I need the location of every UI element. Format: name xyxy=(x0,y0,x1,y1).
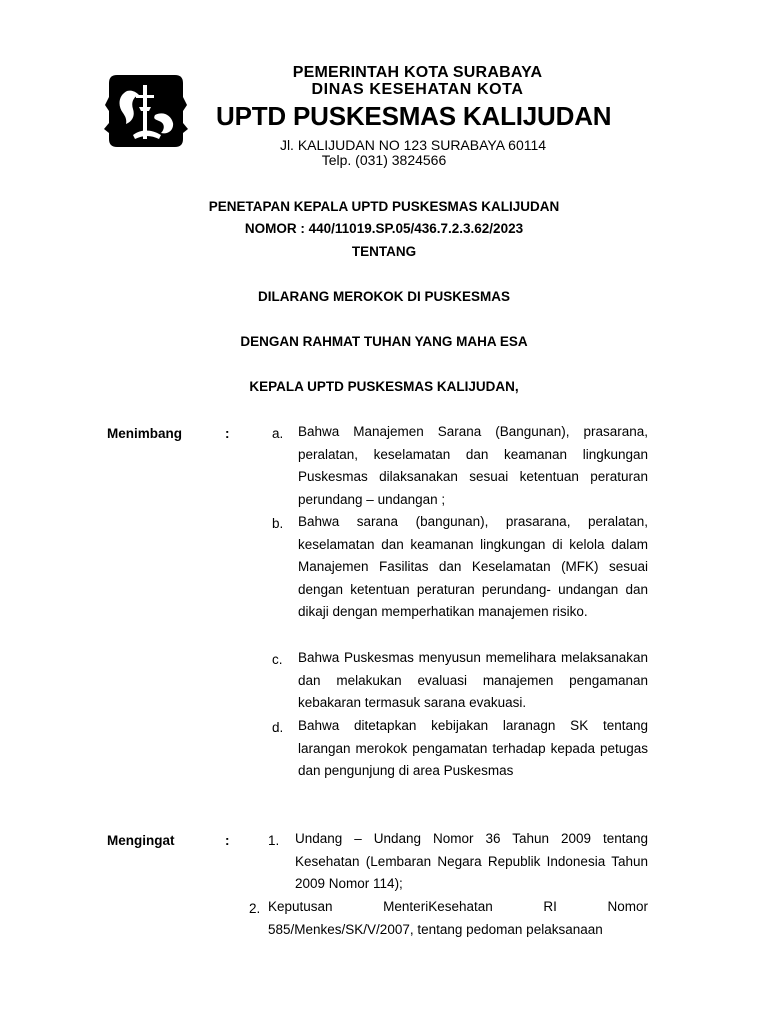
decree-blessing: DENGAN RAHMAT TUHAN YANG MAHA ESA xyxy=(240,334,528,349)
letterhead-address: Jl. KALIJUDAN NO 123 SURABAYA 60114 xyxy=(279,137,547,153)
menimbang-marker-d: d. xyxy=(272,720,284,735)
menimbang-item-d: Bahwa ditetapkan kebijakan laranagn SK tentang larangan merokok pengamatan terhadap kepada petugas dan pengunjung di area Puskesmas xyxy=(298,718,648,778)
decree-subject: DILARANG MEROKOK DI PUSKESMAS xyxy=(257,289,510,304)
decree-title: PENETAPAN KEPALA UPTD PUSKESMAS KALIJUDAN xyxy=(208,199,560,214)
menimbang-marker-a: a. xyxy=(272,426,284,441)
mengingat-item-2: Keputusan MenteriKesehatan RI Nomor 585/Menkes/SK/V/2007, tentang pedoman pelaksanaan xyxy=(268,899,648,937)
mengingat-colon: : xyxy=(225,833,230,848)
menimbang-marker-c: c. xyxy=(272,652,283,667)
decree-authority: KEPALA UPTD PUSKESMAS KALIJUDAN, xyxy=(249,379,519,394)
letterhead-phone: Telp. (031) 3824566 xyxy=(321,152,447,168)
mengingat-marker-1: 1. xyxy=(268,833,280,848)
decree-number: NOMOR : 440/11019.SP.05/436.7.2.3.62/2023 xyxy=(244,221,524,236)
mengingat-item-1: Undang – Undang Nomor 36 Tahun 2009 tentang Kesehatan (Lembaran Negara Republik Indonesia Tahun 2009 Nomor 114); xyxy=(295,831,648,891)
mengingat-label: Mengingat xyxy=(107,833,175,848)
menimbang-item-a: Bahwa Manajemen Sarana (Bangunan), prasarana, peralatan, keselamatan dan keamanan lingkungan Puskesmas dilaksanakan sesuai ketentuan peraturan perundang – undangan ; xyxy=(298,424,648,507)
menimbang-item-b: Bahwa sarana (bangunan), prasarana, peralatan, keselamatan dan keamanan lingkungan di kelola dalam Manajemen Fasilitas dan Keselamatan (MFK) sesuai dengan ketentuan peraturan perundang- undangan dan dikaji dengan memperhatikan manajemen risiko. xyxy=(298,514,648,619)
mengingat-marker-2: 2. xyxy=(249,901,261,916)
letterhead-department: DINAS KESEHATAN KOTA xyxy=(311,81,524,98)
letterhead-institution: UPTD PUSKESMAS KALIJUDAN xyxy=(216,101,612,131)
decree-tentang: TENTANG xyxy=(351,244,417,259)
menimbang-label: Menimbang xyxy=(107,426,183,441)
letterhead-government: PEMERINTAH KOTA SURABAYA xyxy=(292,64,543,81)
menimbang-marker-b: b. xyxy=(272,516,284,531)
menimbang-item-c: Bahwa Puskesmas menyusun memelihara melaksanakan dan melakukan evaluasi manajemen pengamanan kebakaran termasuk sarana evakuasi. xyxy=(298,650,648,710)
menimbang-colon: : xyxy=(225,426,230,441)
